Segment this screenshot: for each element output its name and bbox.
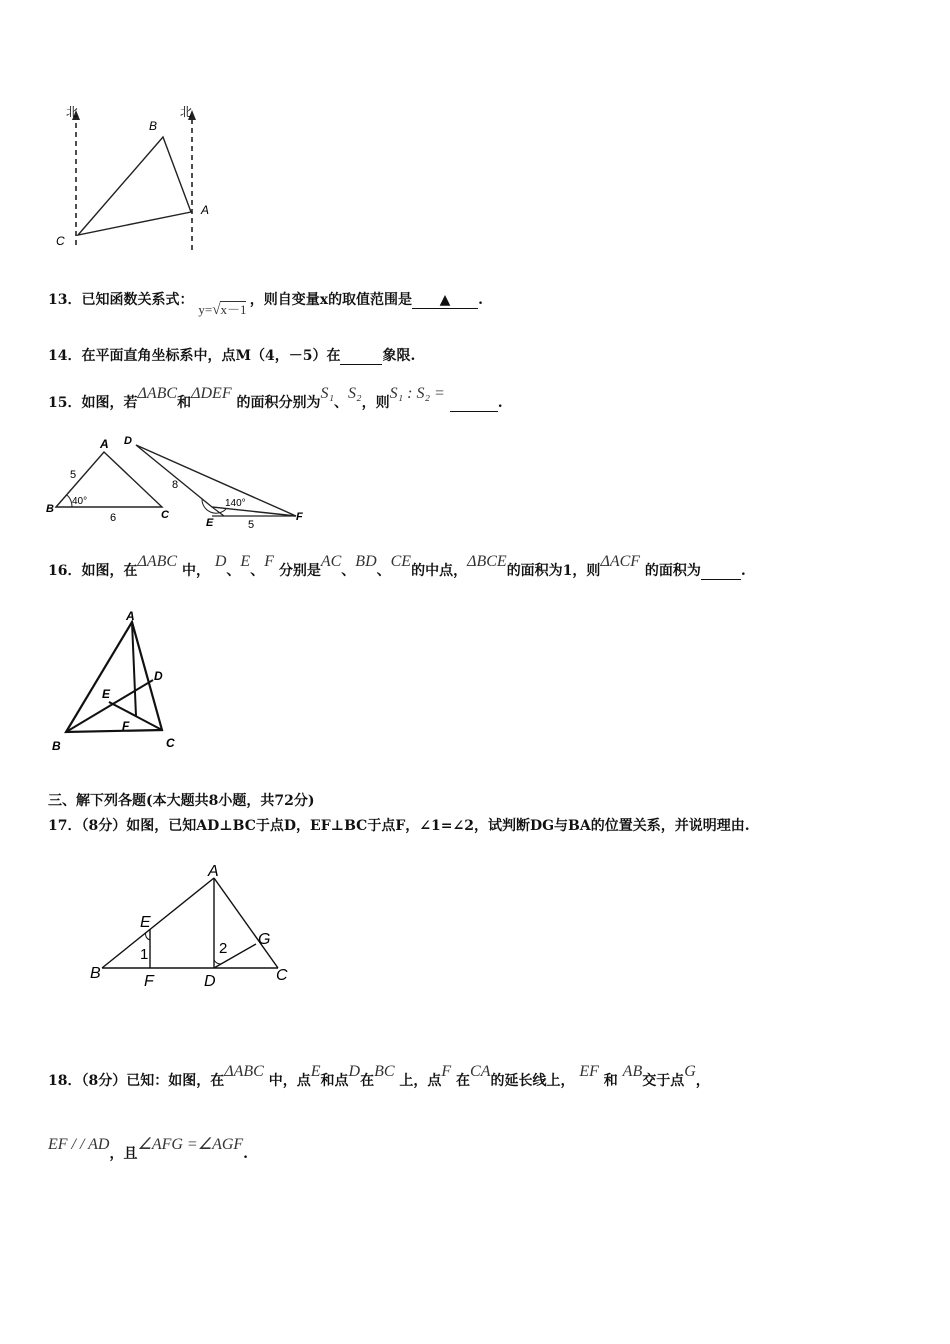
question-15 xyxy=(48,385,503,412)
function-formula: y=√x－1 xyxy=(198,302,247,318)
question-text: 上，点 xyxy=(399,1073,442,1089)
point-e: E xyxy=(240,553,251,570)
question-text: 的延长线上， xyxy=(490,1073,575,1089)
side-bc-length: 6 xyxy=(110,512,117,524)
point-c-label: C xyxy=(56,234,65,248)
angle-b-value: 40° xyxy=(72,496,88,507)
question-text: （8分）如图，已知AD⊥BC于点D，EF⊥BC于点F，∠1=∠2，试判断DG与BA的位置关系，并说明理由. xyxy=(81,818,750,834)
point-a-label: A xyxy=(201,203,210,217)
triangle-abc-symbol: ΔABC xyxy=(137,385,178,402)
question-text: 中，点 xyxy=(268,1073,311,1089)
question-text: 在 xyxy=(456,1073,471,1089)
point-d-label: D xyxy=(124,435,132,447)
question-number: 13． xyxy=(48,292,82,308)
segment-ef xyxy=(109,702,136,716)
separator: 、 xyxy=(226,563,241,579)
triangle-icon: ▲ xyxy=(439,292,451,308)
question-text: ，则 xyxy=(361,395,390,411)
triangle-bce-symbol: ΔBCE xyxy=(467,553,507,570)
question-18-line-2 xyxy=(48,1136,249,1163)
segment-ac: AC xyxy=(320,553,342,570)
figure-16-triangle xyxy=(50,608,190,758)
question-text: 如图，在 xyxy=(81,563,138,579)
point-c-label: C xyxy=(166,736,175,750)
area-ratio: S₁ : S₂ = xyxy=(389,385,445,402)
answer-blank[interactable] xyxy=(450,395,498,412)
formula-radicand: x－1 xyxy=(220,302,247,317)
question-text: 分别是 xyxy=(278,563,321,579)
question-text: 的中点， xyxy=(411,563,468,579)
question-number: 15． xyxy=(48,395,82,411)
figure-15-triangles xyxy=(44,430,314,530)
point-b-label: B xyxy=(46,503,54,515)
point-b-label: B xyxy=(90,965,101,982)
triangle-def-symbol: ΔDEF xyxy=(191,385,232,402)
question-number: 18． xyxy=(48,1073,82,1089)
answer-blank[interactable] xyxy=(340,348,382,365)
point-b-label: B xyxy=(52,739,61,753)
question-text: 在 xyxy=(360,1073,375,1089)
separator: 、 xyxy=(341,563,356,579)
separator: 、 xyxy=(334,395,349,411)
side-de-length: 8 xyxy=(172,479,179,491)
segment-bd: BD xyxy=(355,553,377,570)
question-text: 在平面直角坐标系中，点 xyxy=(81,348,236,364)
question-text: 已知函数关系式： xyxy=(81,292,194,308)
side-ef-length: 5 xyxy=(248,519,255,530)
question-text: 和点 xyxy=(320,1073,349,1089)
question-text: 的面积为 xyxy=(644,563,701,579)
question-text: 如图，若 xyxy=(81,395,138,411)
point-f-label: F xyxy=(144,973,154,990)
triangle-acf-symbol: ΔACF xyxy=(600,553,641,570)
triangle-abc xyxy=(78,137,191,235)
question-text: 在 xyxy=(326,348,341,364)
point-a-label: A xyxy=(208,863,219,880)
answer-blank[interactable] xyxy=(701,563,741,580)
triangle-abc-symbol: ΔABC xyxy=(137,553,178,570)
segment-ab: AB xyxy=(622,1063,643,1080)
question-16 xyxy=(48,553,746,580)
question-text: ，则自变量 xyxy=(249,292,320,308)
question-text: 和 xyxy=(177,395,192,411)
question-18 xyxy=(48,1063,710,1090)
point-e-label: E xyxy=(206,517,214,529)
question-text: 象限. xyxy=(382,348,416,364)
question-number: 16． xyxy=(48,563,82,579)
question-text: （8分）已知：如图，在 xyxy=(81,1073,225,1089)
point-f: F xyxy=(441,1063,452,1080)
question-text: 的面积为1，则 xyxy=(506,563,601,579)
angle-1-label: 1 xyxy=(140,946,149,963)
separator: 、 xyxy=(250,563,265,579)
point-g: G xyxy=(684,1063,696,1080)
point-d: D xyxy=(214,553,227,570)
point-e-label: E xyxy=(140,914,151,931)
point-c-label: C xyxy=(276,967,288,984)
question-number: 14． xyxy=(48,348,82,364)
variable-x: x xyxy=(319,292,329,308)
formula-y: y= xyxy=(198,302,213,317)
segment-ce: CE xyxy=(390,553,412,570)
angle-e-value: 140° xyxy=(225,498,246,509)
question-text: 交于点 xyxy=(642,1073,685,1089)
point-d-label: D xyxy=(204,973,216,990)
comma: ， xyxy=(695,1073,710,1089)
point-g-label: G xyxy=(258,931,271,948)
triangle-abc xyxy=(66,622,162,732)
north-label-right: 北 xyxy=(180,105,193,119)
period: . xyxy=(243,1146,249,1162)
segment-bc: BC xyxy=(374,1063,395,1080)
question-13 xyxy=(48,289,483,318)
question-text: 中， xyxy=(181,563,210,579)
triangle-abc-symbol: ΔABC xyxy=(224,1063,264,1080)
point-f-label: F xyxy=(122,719,130,733)
angle-2-arc xyxy=(214,960,221,964)
question-14 xyxy=(48,345,415,365)
segment-ef: EF xyxy=(579,1063,599,1080)
period: . xyxy=(497,395,503,411)
point-e-label: E xyxy=(102,687,111,701)
point-f-label: F xyxy=(296,511,303,523)
side-ab-length: 5 xyxy=(70,469,77,481)
point-a-label: A xyxy=(126,609,135,623)
point-c-label: C xyxy=(161,509,169,521)
point-m: M（4，－5） xyxy=(235,348,327,364)
period: . xyxy=(478,292,483,308)
question-17 xyxy=(48,815,750,835)
question-number: 17． xyxy=(48,818,82,834)
point-a-label: A xyxy=(100,437,109,451)
question-text: 的面积分别为 xyxy=(236,395,321,411)
point-e: E xyxy=(310,1063,321,1080)
answer-blank[interactable] xyxy=(412,292,478,309)
parallel-condition: EF / / AD xyxy=(48,1136,110,1153)
section-heading: 三、解下列各题(本大题共8小题，共72分) xyxy=(48,793,315,809)
separator: 、 xyxy=(376,563,391,579)
area-s2: S₂ xyxy=(348,385,362,402)
area-s1: S₁ xyxy=(320,385,335,402)
segment-ab xyxy=(102,878,214,968)
question-text: ，且 xyxy=(109,1146,138,1162)
point-d: D xyxy=(348,1063,361,1080)
north-label-left: 北 xyxy=(66,105,79,119)
period: . xyxy=(740,563,746,579)
angle-condition: ∠AFG =∠AGF xyxy=(137,1136,244,1153)
point-b-label: B xyxy=(149,119,158,133)
question-text: 的取值范围是 xyxy=(328,292,413,308)
figure-17-triangle xyxy=(88,860,308,990)
segment-ca: CA xyxy=(470,1063,491,1080)
point-d-label: D xyxy=(154,669,163,683)
figure-12-direction-diagram xyxy=(50,100,220,260)
question-text: 和 xyxy=(603,1073,618,1089)
angle-2-label: 2 xyxy=(219,940,228,957)
point-f: F xyxy=(264,553,274,570)
